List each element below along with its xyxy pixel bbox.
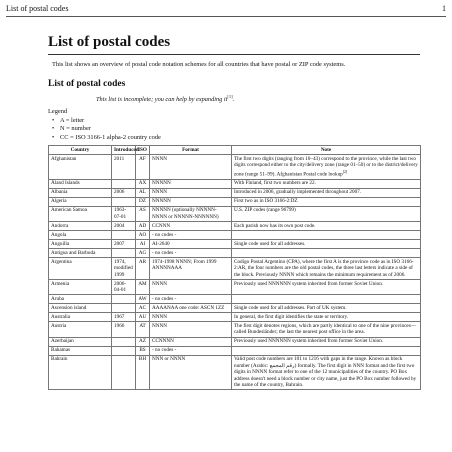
cell-format: NNNNN (optionally NNNNN-NNNN or NNNNN-NNNNNN)	[150, 206, 232, 221]
cell-introduced	[112, 179, 136, 188]
cell-note: Previously used NNNNNN system inherited from former Soviet Union.	[232, 337, 421, 346]
cell-iso: AF	[136, 154, 150, 179]
cell-format: 1974-1998 NNNN; From 1999 ANNNNAAA	[150, 257, 232, 279]
cell-introduced: 2006	[112, 188, 136, 197]
cell-introduced: 2007	[112, 239, 136, 248]
table-row	[49, 248, 421, 257]
cell-format: AAAANAA one code: ASCN 1ZZ	[150, 304, 232, 313]
cell-iso: AZ	[136, 337, 150, 346]
cell-note: Codigo Postal Argentino (CPA), where the first A is the province code as in ISO 3166-2:AR, the four numbers are the old postal codes, the three last letters indicate a side of the block. Previously NNNN which remains the minimum requirement as of 2006.	[232, 257, 421, 279]
table-row	[49, 313, 421, 322]
cell-format: NNNN	[150, 279, 232, 294]
cell-format: - no codes -	[150, 295, 232, 304]
cell-note: Previously used NNNNNN system inherited from former Soviet Union.	[232, 279, 421, 294]
cell-iso: DZ	[136, 197, 150, 206]
cell-introduced	[112, 230, 136, 239]
cell-country[interactable]: Angola	[49, 230, 112, 239]
cell-country[interactable]: Algeria	[49, 197, 112, 206]
column-header-introduced: Introduced	[112, 145, 136, 154]
table-row	[49, 206, 421, 221]
bullet-icon: •	[52, 117, 55, 125]
table-row	[49, 197, 421, 206]
table-header-row	[49, 145, 421, 154]
cell-note: Single code used for all addresses. Part of UK system.	[232, 304, 421, 313]
table-row	[49, 304, 421, 313]
legend-title: Legend	[48, 108, 68, 116]
cell-note: Valid post code numbers are 101 to 1216 with gaps in the range. Known as block number (Arabic: رقم المجمع) formally. The first digit in NNN format and the first two digits in NNNN format refer to one of the 12 municipalities of the country. PO Box address doesn't need a block number or city name, just the PO Box number followed by the name of the country, Bahrain.	[232, 355, 421, 390]
table-row	[49, 154, 421, 179]
cell-format: NNNN	[150, 322, 232, 337]
cell-country[interactable]: Azerbaijan	[49, 337, 112, 346]
cell-country[interactable]: Austria	[49, 322, 112, 337]
incomplete-note-text: This list is incomplete; you can help by expanding it	[96, 96, 228, 104]
cell-format: NNN or NNNN	[150, 355, 232, 390]
cell-country[interactable]: Afghanistan	[49, 154, 112, 179]
cell-iso: AU	[136, 313, 150, 322]
cell-country[interactable]: Bahamas	[49, 346, 112, 355]
cell-country[interactable]: American Samoa	[49, 206, 112, 221]
cell-format: NNNN	[150, 188, 232, 197]
cell-country[interactable]: Albania	[49, 188, 112, 197]
legend-item-text: CC = ISO 3166-1 alpha-2 country code	[60, 133, 161, 141]
cell-introduced	[112, 248, 136, 257]
table-row	[49, 239, 421, 248]
cell-format: - no codes -	[150, 346, 232, 355]
cell-introduced: 2011	[112, 154, 136, 179]
cell-iso: AG	[136, 248, 150, 257]
postal-codes-table	[48, 145, 421, 390]
table-row	[49, 355, 421, 390]
cell-format: - no codes -	[150, 230, 232, 239]
cell-introduced: 1974, modified 1999	[112, 257, 136, 279]
cell-format: CCNNN	[150, 221, 232, 230]
cell-format: NNNNN	[150, 179, 232, 188]
table-row	[49, 295, 421, 304]
cell-iso: AI	[136, 239, 150, 248]
cell-note	[232, 295, 421, 304]
table-row	[49, 322, 421, 337]
cell-format: NNNN	[150, 313, 232, 322]
cell-note: In general, the first digit identifies the state or territory.	[232, 313, 421, 322]
cell-introduced	[112, 304, 136, 313]
intro-paragraph: This list shows an overview of postal code notation schemes for all countries that have postal or ZIP code systems.	[52, 61, 346, 68]
header-title: List of postal codes	[6, 4, 69, 13]
article-content	[48, 34, 420, 390]
cell-country[interactable]: Argentina	[49, 257, 112, 279]
citation-ref[interactable]: [2]	[342, 169, 348, 174]
column-header-note: Note	[232, 145, 421, 154]
cell-iso: AR	[136, 257, 150, 279]
cell-country[interactable]: Bahrain	[49, 355, 112, 390]
table-row	[49, 179, 421, 188]
cell-note: U.S. ZIP codes (range 96799)	[232, 206, 421, 221]
page-title: List of postal codes	[48, 34, 171, 50]
cell-note: The first digit denotes regions, which are partly identical to one of the nine provinces—called Bundesländer; the last the nearest post office in the area.	[232, 322, 421, 337]
cell-format: AI-2640	[150, 239, 232, 248]
cell-note	[232, 346, 421, 355]
table-row	[49, 188, 421, 197]
cell-introduced	[112, 346, 136, 355]
cell-introduced: 1967	[112, 313, 136, 322]
note-text: The first two digits (ranging from 10–43) correspond to the province, while the last two digits correspond either to the city/delivery zone (range 01–50) or to the district/delivery zone (range 51–99). Afghanistan Postal code lookup	[234, 155, 418, 178]
cell-note: With Finland, first two numbers are 22.	[232, 179, 421, 188]
legend-list	[48, 117, 420, 142]
legend-item	[48, 117, 420, 125]
cell-introduced	[112, 197, 136, 206]
cell-format: - no codes -	[150, 248, 232, 257]
cell-format: NNNN	[150, 154, 232, 179]
column-header-country: Country	[49, 145, 112, 154]
cell-iso: BH	[136, 355, 150, 390]
legend-item	[48, 125, 420, 133]
cell-introduced: 1963-07-01	[112, 206, 136, 221]
section-title: List of postal codes	[48, 79, 126, 89]
cell-introduced	[112, 295, 136, 304]
column-header-format: Format	[150, 145, 232, 154]
cell-iso: AL	[136, 188, 150, 197]
table-row	[49, 257, 421, 279]
cell-country[interactable]: Australia	[49, 313, 112, 322]
legend-item-text: N = number	[60, 125, 91, 133]
cell-country[interactable]: Antigua and Barbuda	[49, 248, 112, 257]
title-divider	[48, 54, 420, 55]
cell-format: NNNNN	[150, 197, 232, 206]
cell-note: First two as in ISO 3166-2:DZ	[232, 197, 421, 206]
cell-iso: AM	[136, 279, 150, 294]
column-header-iso: ISO	[136, 145, 150, 154]
cell-country[interactable]: Anguilla	[49, 239, 112, 248]
incomplete-list-note: This list is incomplete; you can help by expanding it[1].	[96, 94, 235, 104]
cell-format: CCNNNN	[150, 337, 232, 346]
cell-iso: AS	[136, 206, 150, 221]
citation-ref[interactable]: [1]	[227, 94, 233, 99]
cell-iso: AO	[136, 230, 150, 239]
cell-iso: AT	[136, 322, 150, 337]
cell-iso: AD	[136, 221, 150, 230]
table-row	[49, 337, 421, 346]
cell-note: Single code used for all addresses.	[232, 239, 421, 248]
legend-item-text: A = letter	[60, 117, 85, 125]
cell-introduced: 2004	[112, 221, 136, 230]
page-number: 1	[442, 4, 446, 13]
cell-note: Each parish now has its own post code.	[232, 221, 421, 230]
table-row	[49, 346, 421, 355]
cell-iso: AW	[136, 295, 150, 304]
cell-note	[232, 248, 421, 257]
cell-country[interactable]: Åland Islands	[49, 179, 112, 188]
table-row	[49, 221, 421, 230]
cell-iso: AC	[136, 304, 150, 313]
bullet-icon: •	[52, 133, 55, 141]
cell-note	[232, 230, 421, 239]
cell-introduced	[112, 337, 136, 346]
cell-country[interactable]: Andorra	[49, 221, 112, 230]
cell-introduced: 2006-04-01	[112, 279, 136, 294]
cell-introduced: 1966	[112, 322, 136, 337]
cell-country[interactable]: Aruba	[49, 295, 112, 304]
table-row	[49, 279, 421, 294]
bullet-icon: •	[52, 125, 55, 133]
cell-iso: BS	[136, 346, 150, 355]
legend-item	[48, 134, 420, 142]
page-header	[6, 2, 446, 17]
table-row	[49, 230, 421, 239]
cell-introduced	[112, 355, 136, 390]
cell-note: Introduced in 2006, gradually implemented throughout 2007.	[232, 188, 421, 197]
cell-note	[232, 154, 421, 179]
cell-country[interactable]: Ascension island	[49, 304, 112, 313]
cell-iso: AX	[136, 179, 150, 188]
cell-country[interactable]: Armenia	[49, 279, 112, 294]
